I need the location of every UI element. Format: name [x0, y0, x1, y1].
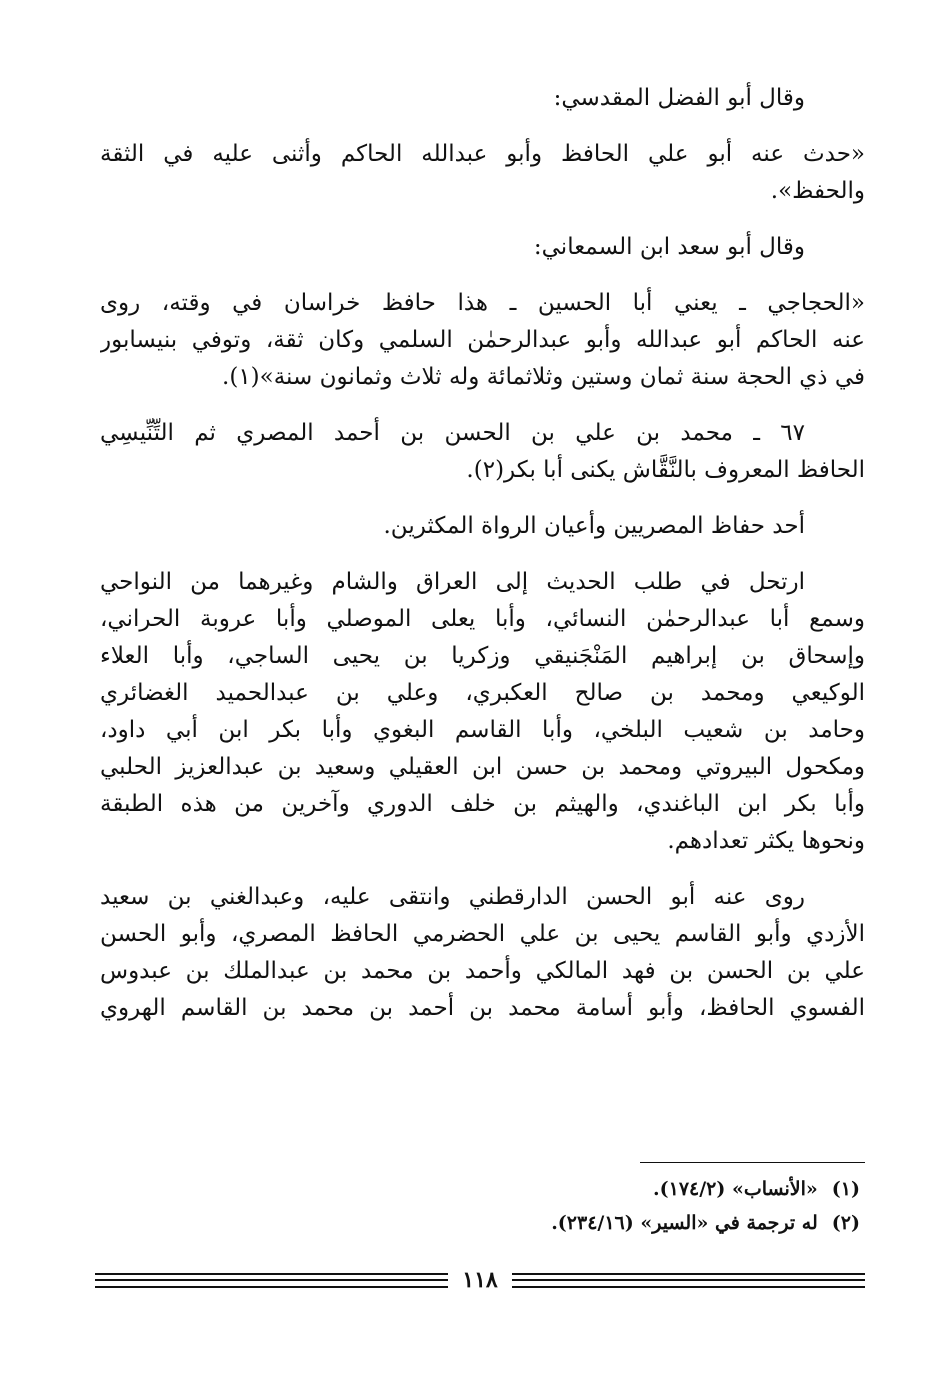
text-line: وقال أبو سعد ابن السمعاني:	[533, 234, 805, 260]
footer-rule-left	[95, 1273, 448, 1288]
footnote	[400, 1172, 860, 1206]
footnote-text: له ترجمة في «السير» (٢٣٤/١٦).	[551, 1212, 818, 1234]
text-line: ومكحول البيروتي ومحمد بن حسن ابن العقيلي وسعيد بن عبدالعزيز الحلبي	[100, 754, 865, 780]
page-footer	[95, 1268, 865, 1292]
paragraph	[100, 879, 865, 1027]
text-line: أحد حفاظ المصريين وأعيان الرواة المكثرين.	[383, 513, 805, 539]
text-line: الأزدي وأبو القاسم يحيى بن علي الحضرمي الحافظ المصري، وأبو الحسن	[100, 921, 865, 947]
footnote-text: «الأنساب» (١٧٤/٢).	[653, 1178, 818, 1200]
text-line: في ذي الحجة سنة ثمان وستين وثلاثمائة وله ثلاث وثمانون سنة»(١).	[222, 364, 865, 390]
text-line: ونحوها يكثر تعدادهم.	[667, 828, 865, 854]
paragraph	[100, 508, 865, 545]
footnotes	[400, 1172, 860, 1240]
text-line: ٦٧ ـ محمد بن علي بن الحسن بن أحمد المصري ثم التِّنِّيسِي	[100, 420, 805, 446]
paragraph	[100, 285, 865, 396]
text-line: «الحجاجي ـ يعني أبا الحسين ـ هذا حافظ خراسان في وقته، روى	[100, 290, 865, 316]
text-line: والحفظ».	[770, 178, 865, 204]
text-line: عنه الحاكم أبو عبدالله وأبو عبدالرحمٰن السلمي وكان ثقة، وتوفي بنيسابور	[100, 327, 865, 353]
text-line: الحافظ المعروف بالنَّقَّاش يكنى أبا بكر(٢).	[466, 457, 865, 483]
main-text	[100, 80, 865, 1046]
footnote	[400, 1206, 860, 1240]
footnote-number: (٢)	[831, 1212, 860, 1234]
text-line: الوكيعي ومحمد بن صالح العكبري، وعلي بن عبدالحميد الغضائري	[100, 680, 865, 706]
paragraph	[100, 136, 865, 210]
footer-rule-right	[512, 1273, 865, 1288]
paragraph	[100, 229, 865, 266]
text-line: «حدث عنه أبو علي الحافظ وأبو عبدالله الحاكم وأثنى عليه في الثقة	[100, 141, 865, 167]
text-line: ارتحل في طلب الحديث إلى العراق والشام وغيرهما من النواحي	[100, 569, 805, 595]
page-number: ١١٨	[462, 1267, 498, 1293]
paragraph	[100, 415, 865, 489]
text-line: روى عنه أبو الحسن الدارقطني وانتقى عليه، وعبدالغني بن سعيد	[100, 884, 805, 910]
paragraph	[100, 564, 865, 860]
text-line: علي بن الحسن بن فهد المالكي وأحمد بن محمد بن عبدالملك بن عبدوس	[100, 958, 865, 984]
text-line: وسمع أبا عبدالرحمٰن النسائي، وأبا يعلى الموصلي وأبا عروبة الحراني،	[100, 606, 865, 632]
text-line: وأبا بكر ابن الباغندي، والهيثم بن خلف الدوري وآخرين من هذه الطبقة	[100, 791, 865, 817]
footnote-divider	[640, 1162, 865, 1163]
footnote-number: (١)	[831, 1178, 860, 1200]
text-line: وقال أبو الفضل المقدسي:	[553, 85, 805, 111]
text-line: الفسوي الحافظ، وأبو أسامة محمد بن أحمد بن محمد بن القاسم الهروي	[100, 995, 865, 1021]
paragraph	[100, 80, 865, 117]
text-line: وإسحاق بن إبراهيم المَنْجَنيقي وزكريا بن يحيى الساجي، وأبا العلاء	[100, 643, 865, 669]
text-line: وحامد بن شعيب البلخي، وأبا القاسم البغوي وأبا بكر ابن أبي داود،	[100, 717, 865, 743]
